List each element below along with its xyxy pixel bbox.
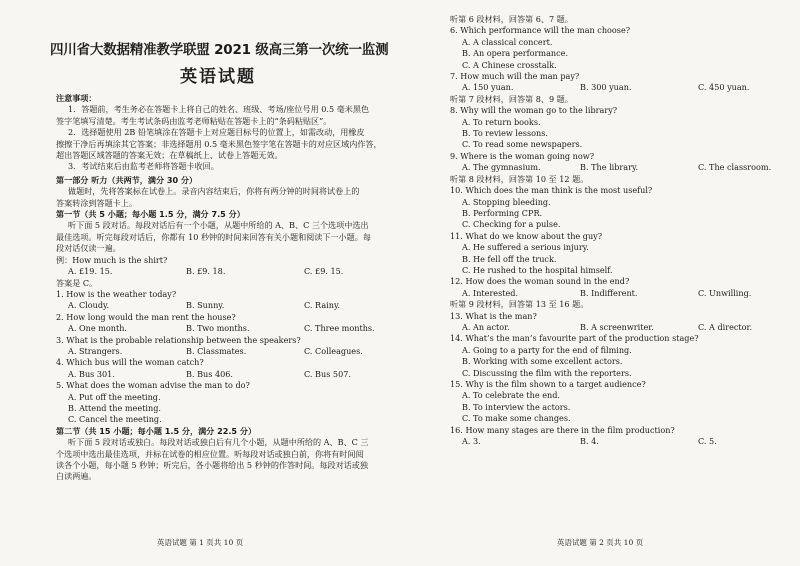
option-b: B. Working with some excellent actors.: [462, 356, 623, 367]
material-intro: 听第 9 段材料，回答第 13 至 16 题。: [450, 299, 589, 310]
page-footer: 英语试题 第 2 页共 10 页: [556, 538, 644, 547]
option-a: A. Put off the meeting.: [68, 391, 161, 402]
option-a: A. 3.: [462, 436, 481, 447]
question-4-options: [56, 369, 380, 380]
option-a: A. Bus 301.: [68, 368, 115, 379]
option-c: C. Bus 507.: [304, 368, 351, 379]
option-b: B. 4.: [580, 436, 599, 447]
option-a: A. He suffered a serious injury.: [462, 242, 589, 253]
material-intro: 听第 8 段材料，回答第 10 至 12 题。: [450, 173, 589, 184]
option-c: C. Cancel the meeting.: [68, 414, 162, 425]
notice-line: 1．答题前，考生务必在答题卡上将自己的姓名、班级、考场/座位号用 0.5 毫米黑色: [68, 104, 370, 115]
option-c: C. Colleagues.: [304, 345, 363, 356]
option-a: A. 150 yuan.: [462, 82, 514, 93]
notice-line: 擦擦干净后再填涂其它答案；非选择题用 0.5 毫米黑色签字笔在答题卡的对应区域内作答，: [56, 138, 382, 149]
question-11: 11. What do we know about the guy?: [450, 230, 603, 241]
option-b: B. The library.: [580, 162, 639, 173]
question-13: 13. What is the man?: [450, 310, 537, 321]
question-16: 16. How many stages are there in the film production?: [450, 424, 675, 435]
option-a: A. To celebrate the end.: [462, 390, 560, 401]
question-4: 4. Which bus will the woman catch?: [56, 357, 204, 368]
notice-line: 签字笔填写清楚。考生考试条码由监考老师粘贴在答题卡上的“条码粘贴区”。: [56, 115, 332, 126]
option-b: B. £9. 18.: [186, 266, 226, 277]
option-b: B. Two months.: [186, 323, 250, 334]
option-c: C. A Chinese crosstalk.: [462, 59, 557, 70]
part1-intro-line: 答案转涂到答题卡上。: [56, 197, 137, 208]
option-b: B. Indifferent.: [580, 287, 638, 298]
option-b: B. To review lessons.: [462, 128, 548, 139]
subject-title: 英语试题: [180, 67, 256, 87]
question-13-options: [450, 322, 774, 333]
material-intro: 听第 6 段材料，回答第 6、7 题。: [450, 14, 573, 24]
option-a: A. Stopping bleeding.: [462, 196, 551, 207]
option-a: A. An actor.: [462, 321, 510, 332]
question-7-options: [450, 82, 774, 93]
example-question: 例：How much is the shirt?: [56, 254, 168, 265]
question-6: 6. Which performance will the man choose?: [450, 25, 631, 36]
option-a: A. One month.: [68, 323, 127, 334]
question-2: 2. How long would the man rent the house?: [56, 311, 236, 322]
option-a: A. Interested.: [462, 287, 519, 298]
part1-intro-line: 做题时，先将答案标在试卷上。录音内容结束后，你将有两分钟的时间将试卷上的: [68, 186, 360, 197]
page-footer: 英语试题 第 1 页共 10 页: [156, 538, 244, 547]
option-b: B. Sunny.: [186, 300, 225, 311]
section2-heading: 第二节（共 15 小题；每小题 1.5 分，满分 22.5 分）: [56, 425, 257, 436]
option-c: C. Three months.: [304, 323, 375, 334]
section2-intro-line: 白读两遍。: [56, 471, 97, 482]
option-c: C. To read some newspapers.: [462, 139, 583, 150]
part1-heading: 第一部分 听力（共两节，满分 30 分）: [56, 174, 198, 185]
section2-intro-line: 听下面 5 段对话或独白。每段对话或独白后有几个小题，从题中所给的 A、B、C 三: [68, 437, 369, 448]
option-c: C. To make some changes.: [462, 413, 571, 424]
section1-intro-line: 最佳选项。听完每段对话后，你都有 10 秒钟的时间来回答有关小题和阅读下一小题。每: [56, 231, 371, 242]
option-b: B. Bus 406.: [186, 368, 234, 379]
question-9: 9. Where is the woman going now?: [450, 150, 595, 161]
example-options: [56, 266, 380, 277]
option-b: B. Classmates.: [186, 345, 247, 356]
section1-intro-line: 段对话仅读一遍。: [56, 243, 121, 254]
option-a: A. Strangers.: [68, 345, 123, 356]
option-c: C. 450 yuan.: [698, 82, 750, 93]
option-b: B. Attend the meeting.: [68, 402, 161, 413]
option-c: C. Unwilling.: [698, 287, 752, 298]
option-c: C. £9. 15.: [304, 266, 344, 277]
notice-line: 3．考试结束后由监考老师将答题卡收回。: [68, 161, 219, 172]
option-b: B. An opera performance.: [462, 48, 569, 59]
question-14: 14. What’s the man’s favourite part of the production stage?: [450, 333, 699, 344]
question-1: 1. How is the weather today?: [56, 288, 177, 299]
option-a: A. To return books.: [462, 116, 541, 127]
option-b: B. To interview the actors.: [462, 401, 571, 412]
option-b: B. A screenwriter.: [580, 321, 654, 332]
option-b: B. 300 yuan.: [580, 82, 632, 93]
section2-intro-line: 个选项中选出最佳选项，并标在试卷的相应位置。听每段对话或独白前，你将有时间阅: [56, 448, 364, 459]
option-c: C. 5.: [698, 436, 717, 447]
question-15: 15. Why is the film shown to a target audience?: [450, 379, 646, 389]
option-c: C. A director.: [698, 321, 753, 332]
section1-intro-line: 听下面 5 段对话。每段对话后有一个小题，从题中所给的 A、B、C 三个选项中选出: [68, 220, 369, 231]
option-a: A. The gymnasium.: [462, 162, 541, 173]
option-c: C. Rainy.: [304, 300, 341, 311]
question-10: 10. Which does the man think is the most useful?: [450, 185, 653, 196]
option-a: A. A classical concert.: [462, 36, 553, 47]
option-c: C. Discussing the film with the reporters.: [462, 367, 632, 378]
option-c: C. The classroom.: [698, 162, 772, 173]
question-3: 3. What is the probable relationship between the speakers?: [56, 334, 301, 345]
notice-heading: 注意事项：: [56, 93, 97, 103]
option-a: A. Cloudy.: [68, 300, 110, 311]
example-answer: 答案是 C。: [56, 277, 98, 288]
option-a: A. Going to a party for the end of filming.: [462, 344, 632, 355]
option-c: C. Checking for a pulse.: [462, 219, 561, 230]
option-a: A. £19. 15.: [68, 266, 113, 277]
question-16-options: [450, 436, 774, 447]
question-8: 8. Why will the woman go to the library?: [450, 105, 618, 116]
question-5: 5. What does the woman advise the man to do?: [56, 380, 250, 391]
question-9-options: [450, 162, 774, 173]
exam-page-2: [400, 0, 800, 566]
question-12: 12. How does the woman sound in the end?: [450, 276, 630, 287]
question-7: 7. How much will the man pay?: [450, 71, 580, 82]
question-12-options: [450, 288, 774, 299]
option-c: C. He rushed to the hospital himself.: [462, 264, 613, 275]
question-1-options: [56, 300, 380, 311]
question-3-options: [56, 346, 380, 357]
exam-title: 四川省大数据精准教学联盟 2021 级高三第一次统一监测: [50, 42, 389, 58]
question-2-options: [56, 323, 380, 334]
notice-line: 2．选择题使用 2B 铅笔填涂在答题卡上对应题目标号的位置上，如需改动，用橡皮: [68, 127, 365, 138]
material-intro: 听第 7 段材料，回答第 8、9 题。: [450, 93, 573, 104]
option-b: B. Performing CPR.: [462, 207, 543, 218]
notice-line: 超出答题区域答题的答案无效；在草稿纸上、试卷上答题无效。: [56, 150, 283, 161]
section1-heading: 第一节（共 5 小题；每小题 1.5 分，满分 7.5 分）: [56, 209, 245, 220]
option-b: B. He fell off the truck.: [462, 253, 557, 264]
section2-intro-line: 读各个小题，每小题 5 秒钟；听完后，各小题将给出 5 秒钟的作答时间。每段对话或独: [56, 460, 368, 470]
